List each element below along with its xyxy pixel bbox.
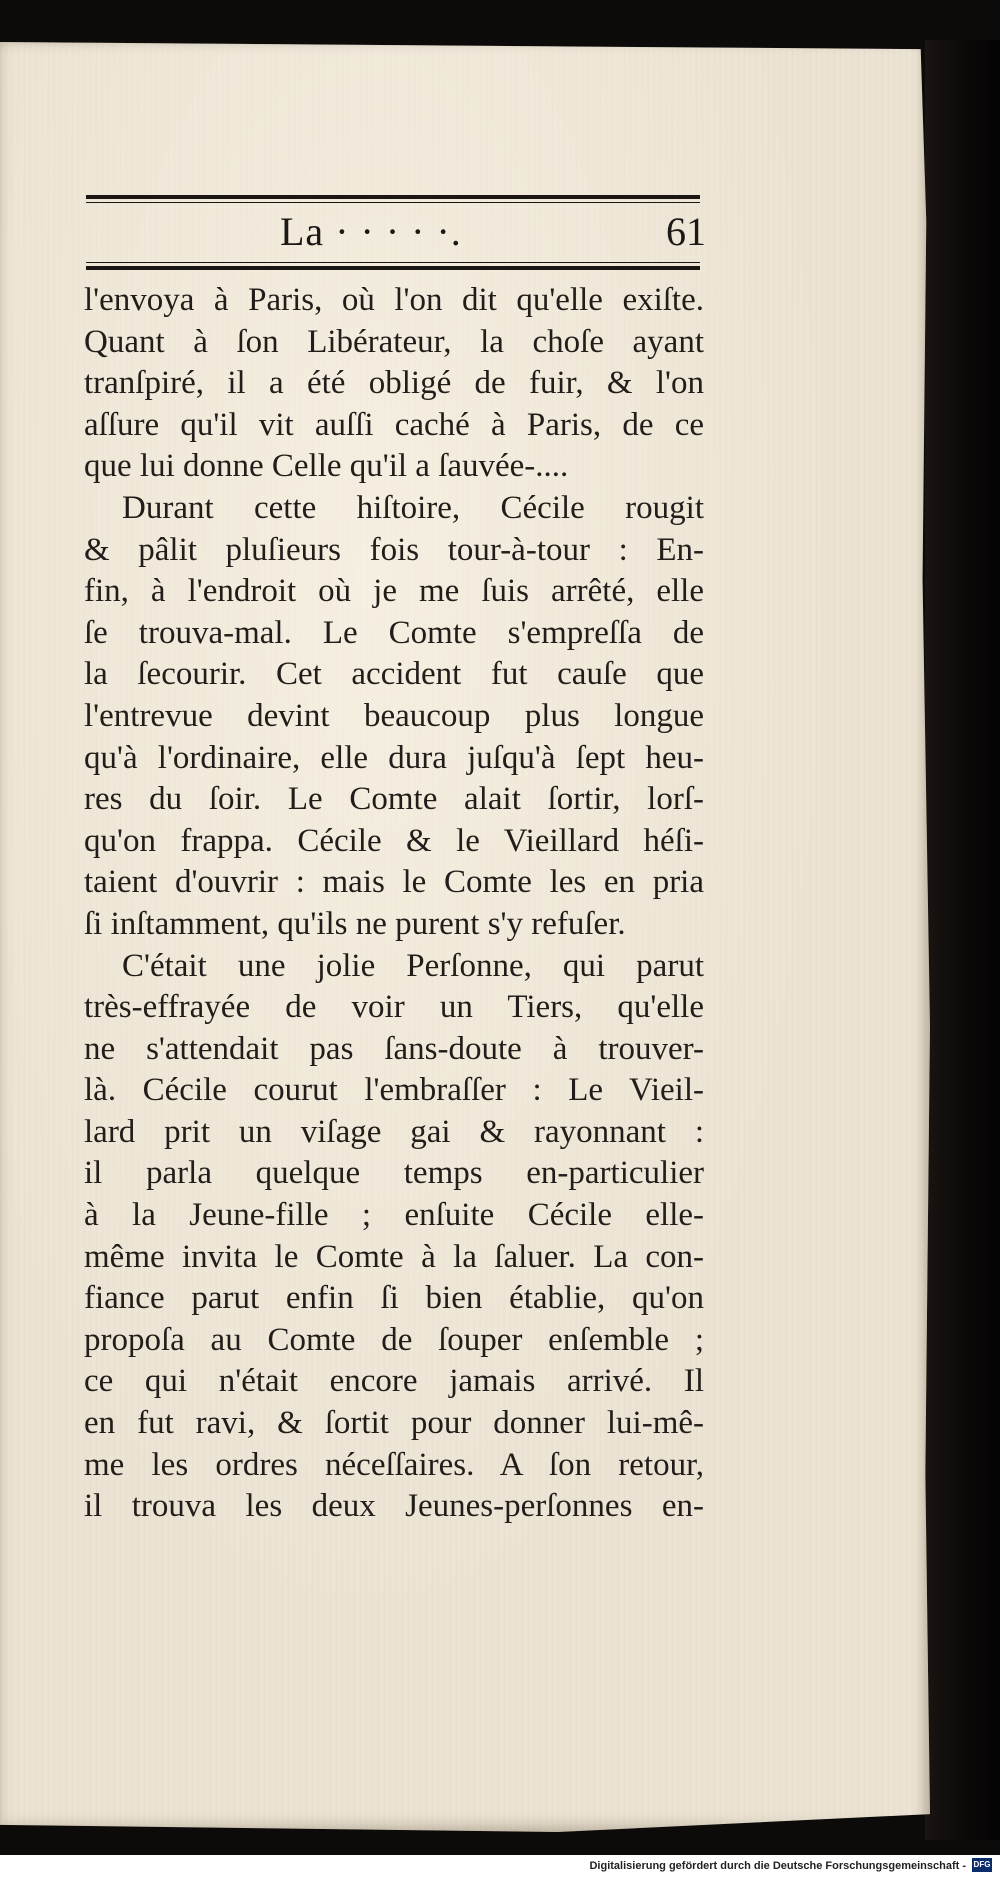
- text-line: ſe trouva-mal. Le Comte s'empreſſa de: [84, 614, 704, 651]
- text-line: res du ſoir. Le Comte alait ſortir, lorſ-: [84, 781, 704, 818]
- text-line: C'était une jolie Perſonne, qui parut: [122, 947, 704, 984]
- text-line: l'entrevue devint beaucoup plus longue: [84, 697, 704, 734]
- text-line: qu'on frappa. Cécile & le Vieillard héſi-: [84, 822, 704, 859]
- text-line: taient d'ouvrir : mais le Comte les en pria: [84, 864, 704, 901]
- text-line: l'envoya à Paris, où l'on dit qu'elle exiſte.: [84, 282, 704, 318]
- text-line: Quant à ſon Libérateur, la choſe ayant: [84, 323, 704, 360]
- text-line: qu'à l'ordinaire, elle dura juſqu'à ſept heu-: [84, 739, 704, 776]
- text-line: Durant cette hiſtoire, Cécile rougit: [122, 489, 704, 526]
- text-line: en fut ravi, & ſortit pour donner lui-mê-: [84, 1405, 704, 1442]
- header-rule-bottom: [86, 266, 700, 270]
- text-line: il parla quelque temps en-particulier: [84, 1155, 704, 1192]
- text-line: la ſecourir. Cet accident fut cauſe que: [84, 656, 704, 693]
- text-line: que lui donne Celle qu'il a ſauvée-....: [84, 448, 569, 485]
- body-text: [84, 280, 704, 1528]
- book-edge-shadow: [925, 40, 1000, 1840]
- text-line: là. Cécile courut l'embraſſer : Le Vieil-: [84, 1072, 704, 1109]
- text-line: & pâlit pluſieurs fois tour-à-tour : En-: [84, 531, 704, 568]
- text-line: propoſa au Comte de ſouper enſemble ;: [84, 1321, 704, 1358]
- text-line: me les ordres néceſſaires. A ſon retour,: [84, 1446, 704, 1483]
- text-line: ne s'attendait pas ſans-doute à trouver-: [84, 1030, 704, 1067]
- text-line: même invita le Comte à la ſaluer. La con-: [84, 1238, 704, 1275]
- text-line: ce qui n'était encore jamais arrivé. Il: [84, 1363, 704, 1400]
- text-line: fin, à l'endroit où je me ſuis arrêté, elle: [84, 573, 704, 610]
- text-line: fiance parut enfin ſi bien établie, qu'on: [84, 1280, 704, 1317]
- dfg-logo-icon: DFG: [972, 1858, 992, 1872]
- text-line: à la Jeune-fille ; enſuite Cécile elle-: [84, 1197, 704, 1234]
- text-line: lard prit un viſage gai & rayonnant :: [84, 1113, 704, 1150]
- running-title: La · · · · ·.: [280, 209, 462, 254]
- funding-credit: Digitalisierung gefördert durch die Deutsche Forschungsgemeinschaft -: [589, 1860, 966, 1872]
- text-line: tranſpiré, il a été obligé de fuir, & l'on: [84, 365, 704, 402]
- text-line: ſi inſtamment, qu'ils ne purent s'y refuſer.: [84, 905, 626, 942]
- text-line: il trouva les deux Jeunes-perſonnes en-: [84, 1488, 704, 1525]
- page-number: 61: [666, 209, 706, 254]
- header-rule-bottom-thin: [86, 262, 700, 263]
- text-line: aſſure qu'il vit auſſi caché à Paris, de ce: [84, 406, 704, 443]
- header-rule-top: [86, 195, 700, 199]
- header-rule-top-thin: [86, 202, 700, 203]
- text-line: très-effrayée de voir un Tiers, qu'elle: [84, 989, 704, 1026]
